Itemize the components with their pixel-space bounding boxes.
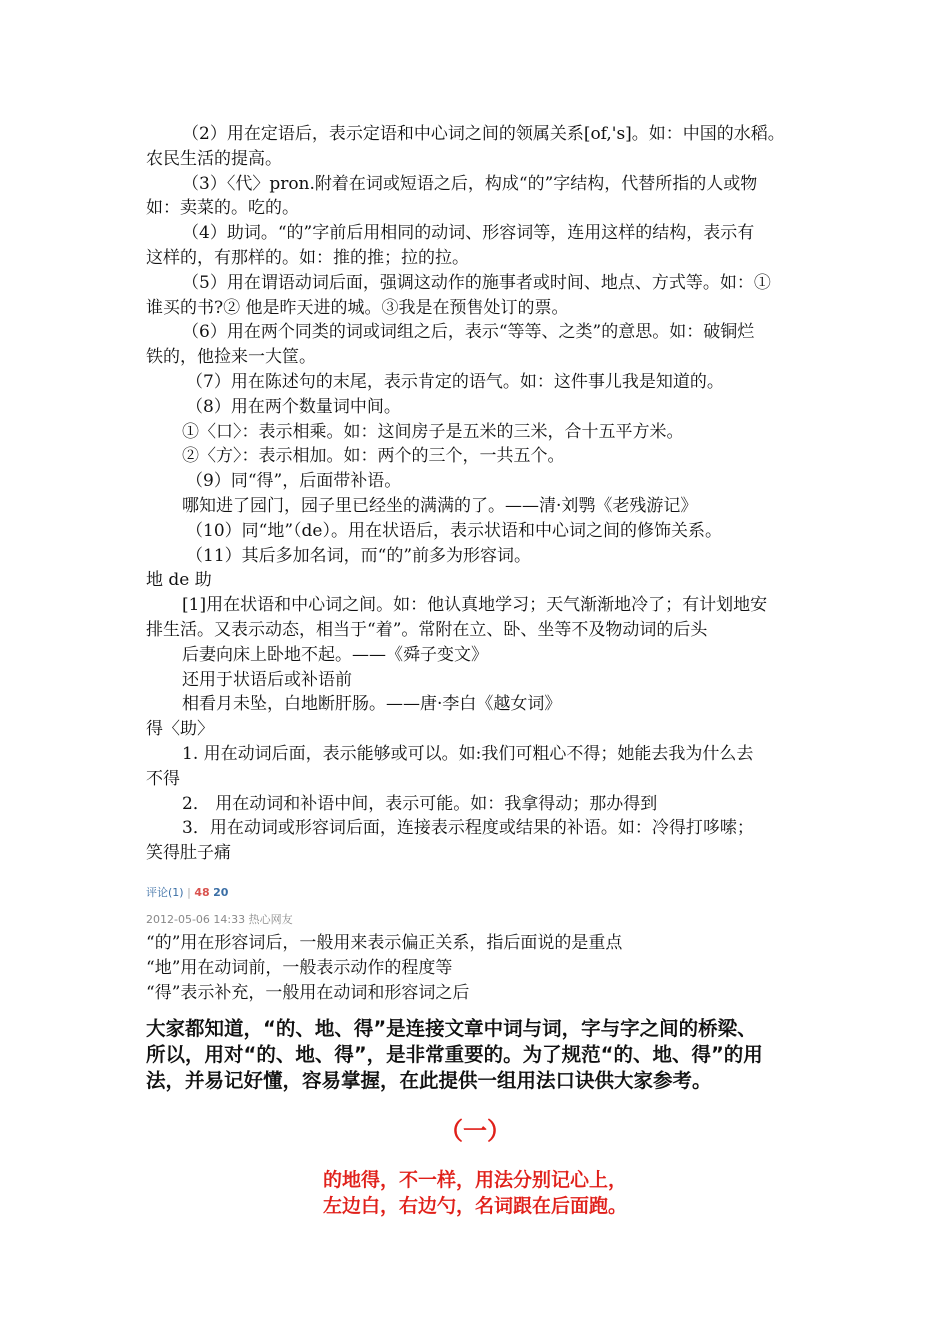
text-line: 谁买的书?② 他是昨天进的城。③我是在预售处订的票。 (146, 297, 569, 318)
comment-line: “的”用在形容词后，一般用来表示偏正关系，指后面说的是重点 (146, 933, 623, 953)
text-line: 地 de 助 (146, 570, 212, 591)
text-line: （4）助词。“的”字前后用相同的动词、形容词等，连用这样的结构，表示有 (182, 223, 755, 244)
text-line: （8）用在两个数量词中间。 (186, 396, 401, 417)
intro-paragraph (146, 1016, 814, 1094)
text-line: 3．用在动词或形容词后面，连接表示程度或结果的补语。如：冷得打哆嗦； (182, 818, 754, 839)
text-line: 排生活。又表示动态，相当于“着”。常附在立、卧、坐等不及物动词的后头 (146, 619, 708, 640)
section-title: （一） (439, 1117, 511, 1145)
comment-line: “得”表示补充，一般用在动词和形容词之后 (146, 982, 470, 1003)
text-line: （5）用在谓语动词后面，强调这动作的施事者或时间、地点、方式等。如：① (182, 272, 771, 293)
text-line: （7）用在陈述句的末尾，表示肯定的语气。如：这件事儿我是知道的。 (186, 371, 724, 392)
text-line: 哪知进了园门，园子里已经坐的满满的了。——清·刘鹗《老残游记》 (182, 495, 698, 516)
rhyme-line: 的地得，不一样，用法分别记心上， (322, 1169, 627, 1191)
text-line: 铁的，他捡来一大筐。 (146, 347, 316, 368)
text-line: （6）用在两个同类的词或词组之后，表示“等等、之类”的意思。如：破铜烂 (182, 322, 755, 343)
text-line: 不得 (146, 768, 180, 789)
text-line: 农民生活的提高。 (146, 148, 282, 169)
rhyme-line: 左边白，右边勺，名词跟在后面跑。 (322, 1195, 627, 1217)
text-line: （10）同“地”（de）。用在状语后，表示状语和中心词之间的修饰关系。 (186, 520, 722, 541)
text-line: （11）其后多加名词，而“的”前多为形容词。 (186, 545, 532, 566)
article-body (146, 122, 814, 866)
comment-link[interactable]: 评论(1) (146, 886, 184, 899)
intro-line: 所以，用对“的、地、得”，是非常重要的。为了规范“的、地、得”的用 (146, 1043, 763, 1066)
text-line: ①〈口〉：表示相乘。如：这间房子是五米的三米，合十五平方米。 (182, 421, 684, 442)
text-line: （9）同“得”，后面带补语。 (186, 471, 402, 492)
text-line: 后妻向床上卧地不起。——《舜子变文》 (182, 644, 488, 665)
text-line: [1]用在状语和中心词之间。如：他认真地学习；天气渐渐地冷了；有计划地安 (182, 595, 768, 616)
text-line: 如：卖菜的。吃的。 (146, 198, 299, 219)
comment-meta (146, 885, 228, 901)
comment-line: “地”用在动词前，一般表示动作的程度等 (146, 957, 453, 978)
comment-body (146, 931, 814, 1005)
downvote-count[interactable]: 20 (213, 886, 229, 899)
comment-timestamp: 2012-05-06 14:33 热心网友 (146, 913, 293, 926)
text-line: ②〈方〉：表示相加。如：两个的三个，一共五个。 (182, 446, 565, 467)
text-line: 得〈助〉 (146, 719, 214, 740)
definition-lines (146, 122, 814, 866)
text-line: 相看月未坠，白地断肝肠。——唐·李白《越女词》 (182, 694, 562, 715)
text-line: （3）〈代〉pron.附着在词或短语之后，构成“的”字结构，代替所指的人或物 (182, 173, 758, 194)
text-line: 1. 用在动词后面，表示能够或可以。如:我们可粗心不得；她能去我为什么去 (182, 743, 754, 764)
intro-line: 大家都知道，“的、地、得”是连接文章中词与词，字与字之间的桥梁、 (146, 1017, 757, 1040)
text-line: 这样的，有那样的。如：推的推；拉的拉。 (146, 247, 469, 268)
text-line: 还用于状语后或补语前 (182, 669, 352, 690)
meta-separator: | (187, 886, 191, 899)
text-line: 笑得肚子痛 (146, 843, 231, 864)
intro-line: 法，并易记好懂，容易掌握，在此提供一组用法口诀供大家参考。 (146, 1069, 712, 1092)
upvote-count[interactable]: 48 (194, 886, 210, 899)
text-line: （2）用在定语后，表示定语和中心词之间的领属关系[of,'s]。如：中国的水稻。 (182, 124, 785, 144)
text-line: 2． 用在动词和补语中间，表示可能。如：我拿得动；那办得到 (182, 793, 658, 814)
